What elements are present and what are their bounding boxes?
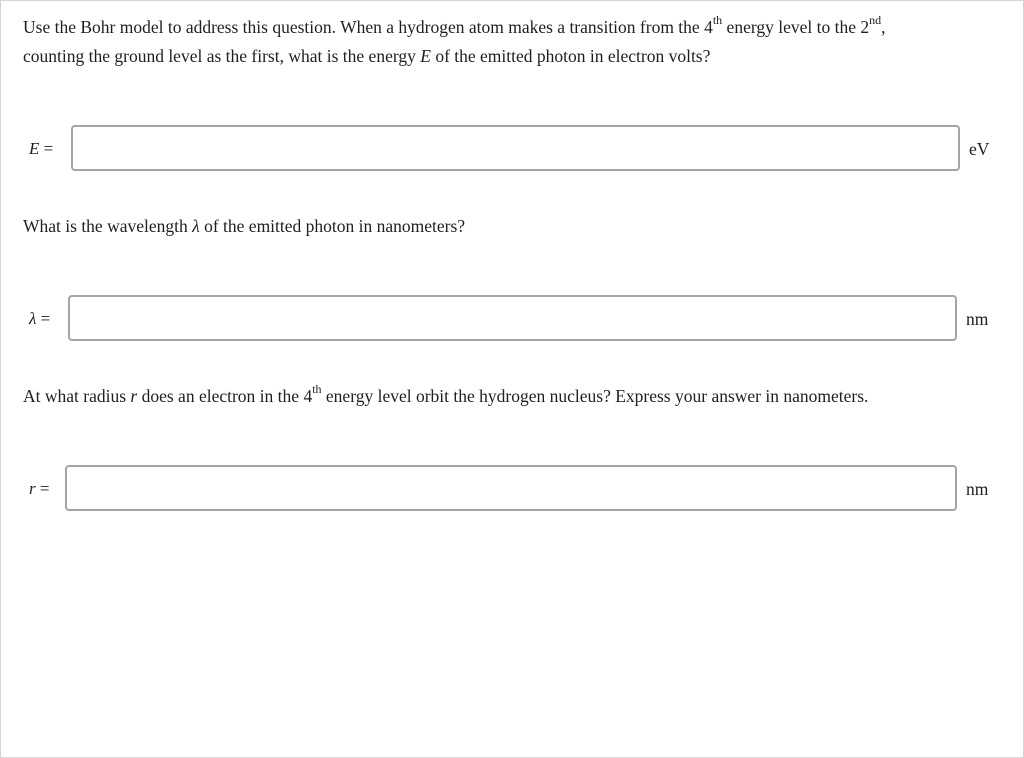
question-wavelength-text [23, 212, 465, 241]
question-radius-text [23, 382, 868, 411]
question-energy-text-a: Use the Bohr model to address this question. When a hydrogen atom makes a transition from the [23, 17, 705, 37]
radius-unit: nm [966, 479, 989, 499]
wavelength-label [29, 309, 50, 329]
question-energy-text [23, 13, 1013, 71]
wavelength-label-var: λ [29, 309, 37, 328]
radius-variable: r [130, 386, 138, 406]
wavelength-variable: λ [192, 216, 200, 236]
question-radius-text-c: energy level orbit the hydrogen nucleus? Express your answer in nanometers. [321, 386, 869, 406]
wavelength-answer-input[interactable] [68, 295, 957, 341]
question-energy-line-2 [23, 42, 1013, 71]
level-from-suffix: th [712, 13, 723, 28]
energy-variable: E [420, 46, 431, 66]
level-from-number: 4 [704, 17, 713, 37]
question-energy-text-e: of the emitted photon in electron volts? [430, 46, 711, 66]
level-to-suffix: nd [869, 13, 882, 28]
energy-answer-input[interactable] [71, 125, 960, 171]
wavelength-unit: nm [966, 309, 989, 329]
energy-label-eq: = [39, 139, 54, 158]
radius-level-suffix: th [312, 382, 322, 397]
radius-label-eq: = [35, 479, 50, 498]
radius-level-number: 4 [303, 386, 313, 406]
energy-unit: eV [969, 139, 990, 159]
question-energy-text-b: energy level to the [722, 17, 861, 37]
question-wavelength-text-a: What is the wavelength [23, 216, 193, 236]
question-wavelength-text-b: of the emitted photon in nanometers? [199, 216, 466, 236]
radius-label-var: r [29, 479, 36, 498]
radius-label [29, 479, 49, 499]
question-radius-text-b: does an electron in the [137, 386, 304, 406]
level-to-number: 2 [860, 17, 870, 37]
radius-answer-input[interactable] [65, 465, 957, 511]
energy-label-var: E [29, 139, 40, 158]
question-radius-text-a: At what radius [23, 386, 131, 406]
question-energy-text-c: , [881, 17, 886, 37]
question-energy-line-1 [23, 13, 1013, 42]
wavelength-label-eq: = [36, 309, 51, 328]
energy-label [29, 139, 53, 159]
question-energy-text-d: counting the ground level as the first, what is the energy [23, 46, 421, 66]
